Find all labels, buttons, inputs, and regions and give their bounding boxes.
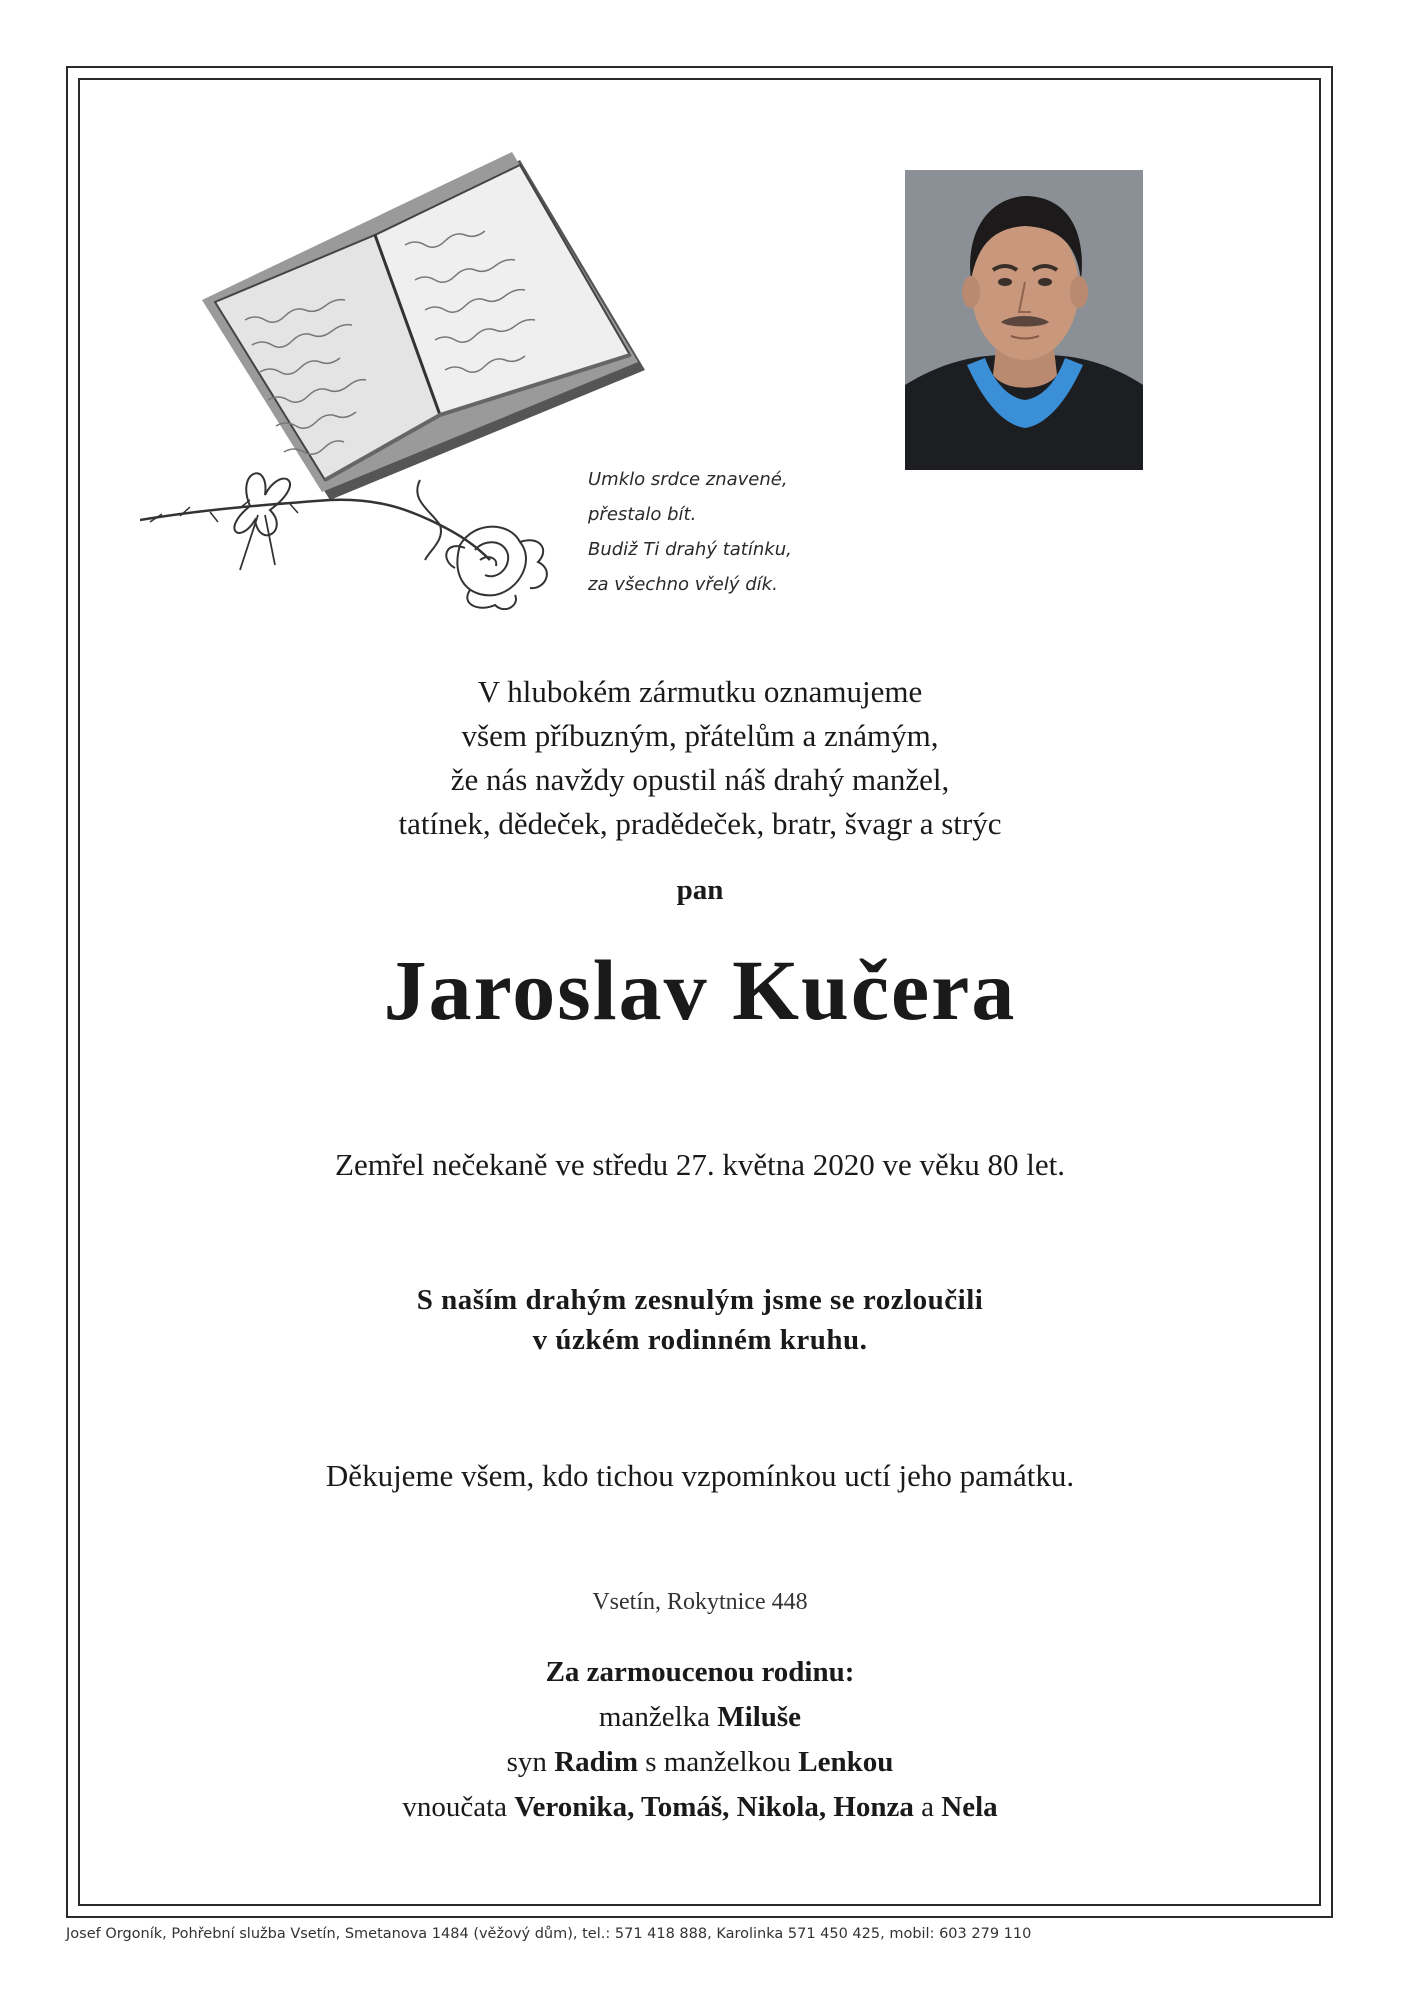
poem-line: za všechno vřelý dík. <box>588 574 778 595</box>
poem-line: Umklo srdce znavené, <box>588 469 788 490</box>
wife-label: manželka <box>598 1701 711 1733</box>
thanks-note: Děkujeme všem, kdo tichou vzpomínkou uctí jeho památku. <box>325 1458 1075 1493</box>
announcement <box>80 670 1320 846</box>
funeral-service-footer: Josef Orgoník, Pohřební služba Vsetín, Smetanova 1484 (věžový dům), tel.: 571 418 888, Karolinka 571 450 425, mobil: 603 279 110 <box>66 1926 1032 1942</box>
farewell-line: v úzkém rodinném kruhu. <box>532 1324 868 1356</box>
grandchildren-label: vnoučata <box>402 1791 507 1823</box>
family-wife <box>80 1695 1320 1740</box>
son-label: syn <box>506 1746 547 1778</box>
family-heading: Za zarmoucenou rodinu: <box>545 1656 855 1688</box>
announcement-line: že nás navždy opustil náš drahý manžel, <box>450 762 950 797</box>
poem-line: přestalo bít. <box>588 504 697 525</box>
title-prefix: pan <box>676 874 724 906</box>
portrait-photo <box>905 170 1143 470</box>
grandchildren-names: Veronika, Tomáš, Nikola, Honza <box>514 1791 914 1823</box>
poem <box>588 462 848 602</box>
deceased-name: Jaroslav Kučera <box>383 942 1017 1038</box>
announcement-line: V hlubokém zármutku oznamujeme <box>477 674 923 709</box>
announcement-line: všem příbuzným, přátelům a známým, <box>461 718 939 753</box>
wife-name: Miluše <box>717 1701 802 1733</box>
address: Vsetín, Rokytnice 448 <box>592 1589 808 1615</box>
poem-line: Budiž Ti drahý tatínku, <box>588 539 792 560</box>
family-son <box>80 1740 1320 1785</box>
grandchildren-and: a <box>921 1791 935 1823</box>
son-name: Radim <box>554 1746 638 1778</box>
farewell-line: S naším drahým zesnulým jsme se rozloučili <box>416 1284 984 1316</box>
death-notice: Zemřel nečekaně ve středu 27. května 2020 ve věku 80 let. <box>335 1147 1065 1182</box>
open-book-with-rose-icon <box>140 150 660 610</box>
grandchildren-last: Nela <box>941 1791 998 1823</box>
son-wife-name: Lenkou <box>798 1746 894 1778</box>
family-grandchildren <box>80 1785 1320 1830</box>
farewell-note <box>80 1280 1320 1360</box>
family-signature <box>80 1650 1320 1830</box>
announcement-line: tatínek, dědeček, pradědeček, bratr, švagr a strýc <box>398 806 1002 841</box>
son-with: s manželkou <box>645 1746 791 1778</box>
